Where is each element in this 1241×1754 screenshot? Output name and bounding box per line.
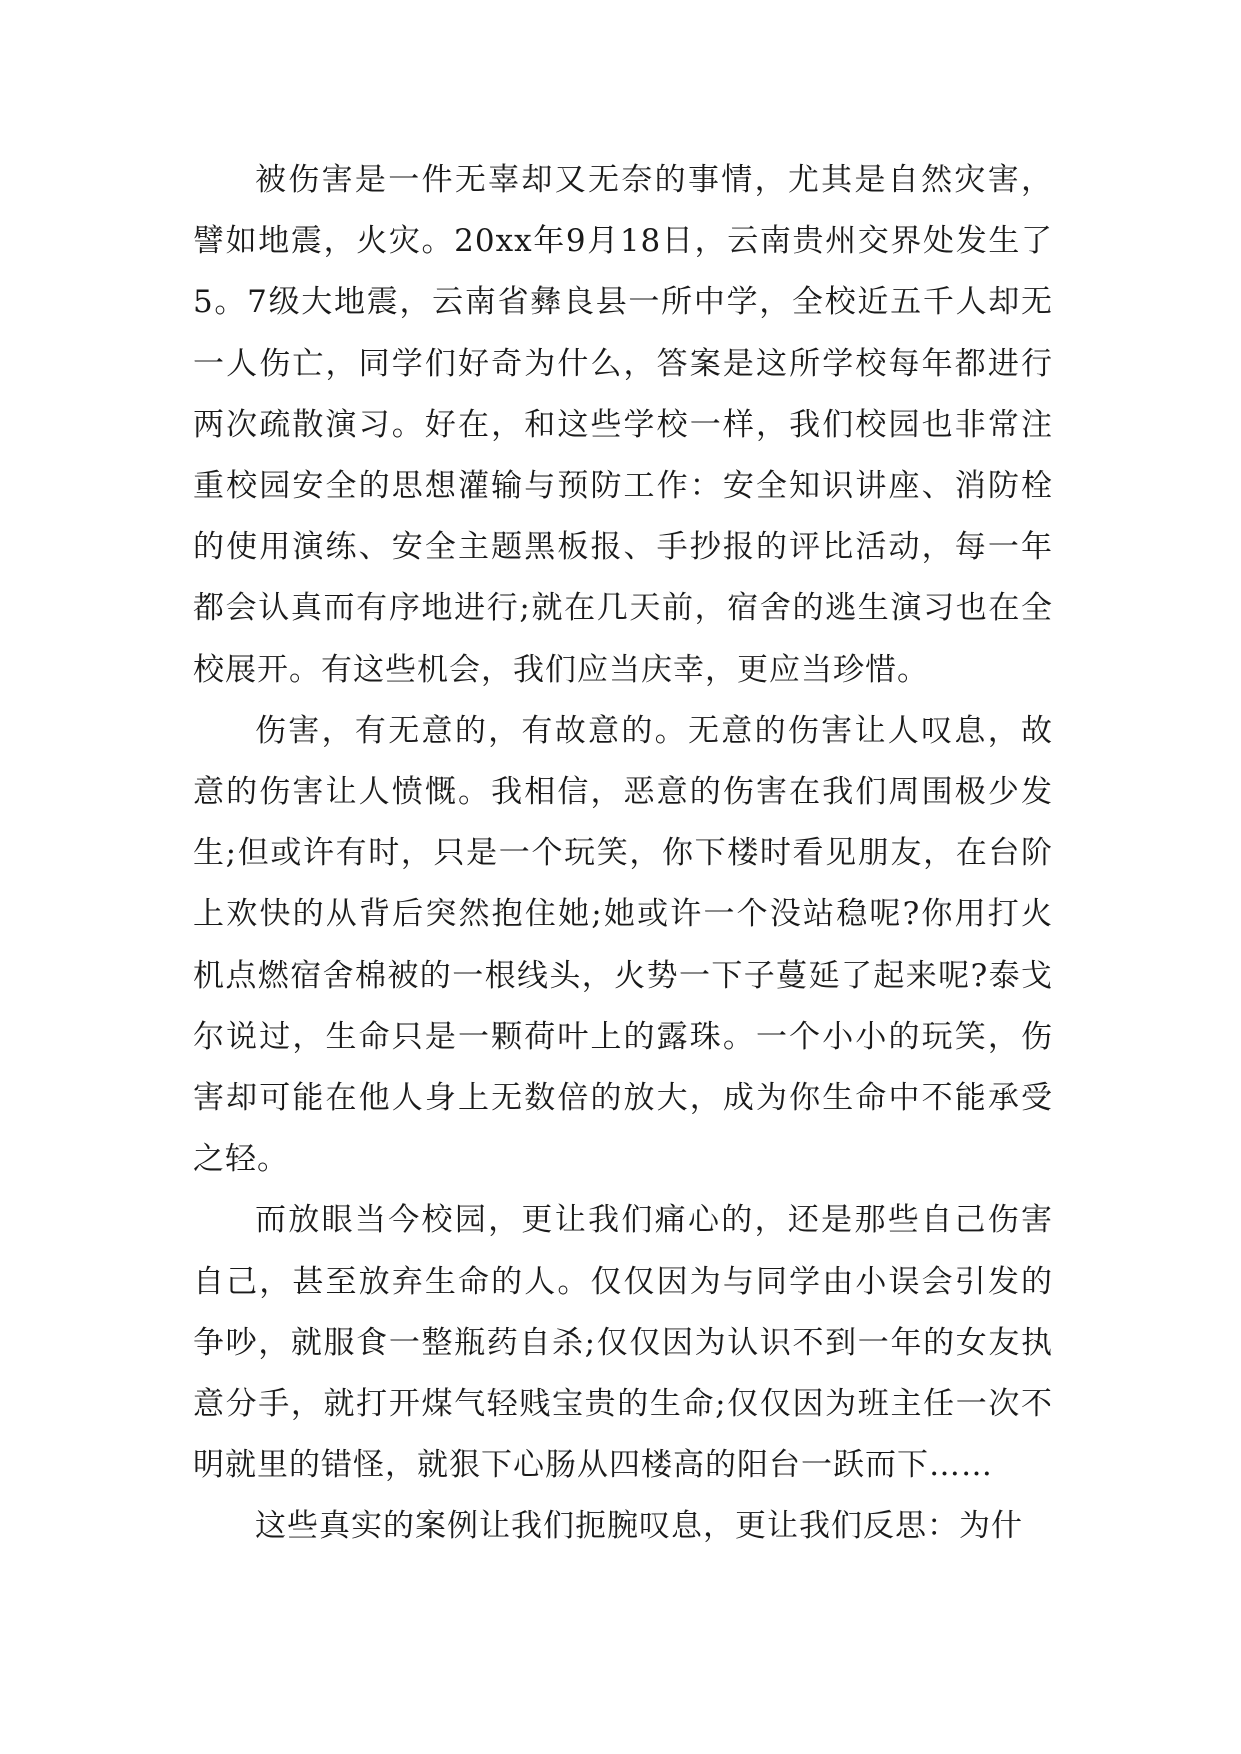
document-body (193, 150, 1053, 1558)
paragraph-2: 伤害，有无意的，有故意的。无意的伤害让人叹息，故意的伤害让人愤慨。我相信，恶意的伤害在我们周围极少发生;但或许有时，只是一个玩笑，你下楼时看见朋友，在台阶上欢快的从背后突然抱住她;她或许一个没站稳呢?你用打火机点燃宿舍棉被的一根线头，火势一下子蔓延了起来呢?泰戈尔说过，生命只是一颗荷叶上的露珠。一个小小的玩笑，伤害却可能在他人身上无数倍的放大，成为你生命中不能承受之轻。 (193, 712, 1053, 1178)
paragraph-3: 而放眼当今校园，更让我们痛心的，还是那些自己伤害自己，甚至放弃生命的人。仅仅因为与同学由小误会引发的争吵，就服食一整瓶药自杀;仅仅因为认识不到一年的女友执意分手，就打开煤气轻贱宝贵的生命;仅仅因为班主任一次不明就里的错怪，就狠下心肠从四楼高的阳台一跃而下…… (193, 1202, 1053, 1484)
paragraph-4: 这些真实的案例让我们扼腕叹息，更让我们反思：为什 (255, 1508, 1023, 1545)
paragraph-1: 被伤害是一件无辜却又无奈的事情，尤其是自然灾害，譬如地震，火灾。20xx年9月18日，云南贵州交界处发生了5。7级大地震，云南省彝良县一所中学，全校近五千人却无一人伤亡，同学们好奇为什么，答案是这所学校每年都进行两次疏散演习。好在，和这些学校一样，我们校园也非常注重校园安全的思想灌输与预防工作：安全知识讲座、消防栓的使用演练、安全主题黑板报、手抄报的评比活动，每一年都会认真而有序地进行;就在几天前，宿舍的逃生演习也在全校展开。有这些机会，我们应当庆幸，更应当珍惜。 (193, 162, 1053, 688)
